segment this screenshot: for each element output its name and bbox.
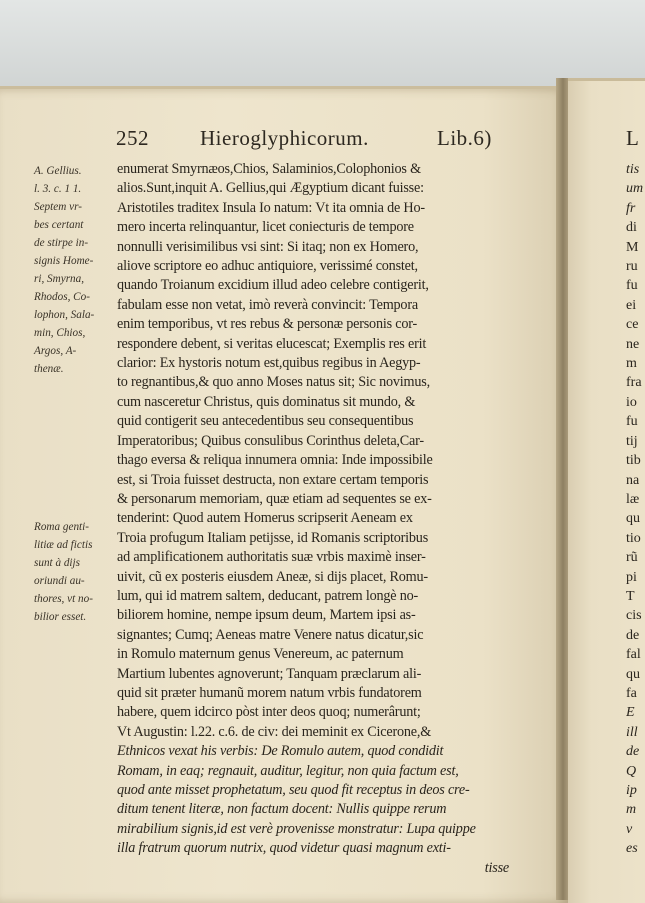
body-line: aliove scriptore eo adhuc antiquiore, verissimé constet, xyxy=(117,258,418,275)
body-line: tenderint: Quod autem Homerus scripserit Aeneam ex xyxy=(117,510,413,527)
right-page-fragment: T xyxy=(626,588,635,604)
right-page-fragment: tib xyxy=(626,453,641,469)
body-line: biliorem homine, nempe ipsum deum, Martem ipsi as- xyxy=(117,607,416,624)
right-page-fragment: fr xyxy=(626,200,636,216)
body-line: quod ante misset prophetatum, seu quod fit receptus in deos cre- xyxy=(117,782,470,798)
margin-note-roma xyxy=(34,518,116,626)
body-text xyxy=(117,160,509,878)
right-page-fragment: de xyxy=(626,627,640,643)
body-line: Romam, in eaq; regnauit, auditur, legitur, non quia factum est, xyxy=(117,762,459,779)
right-page-fragment: qu xyxy=(626,666,640,682)
body-line: clarior: Ex hystoris notum est,quibus regibus in Aegyp- xyxy=(117,355,421,372)
body-line: uivit, cũ ex posteris eiusdem Aneæ, si dijs placet, Romu- xyxy=(117,568,428,585)
right-page-fragment: io xyxy=(626,394,637,410)
margin-note-line: thores, vt no- xyxy=(34,593,93,605)
right-page-fragments xyxy=(626,160,645,859)
body-line: ad amplificationem authoritatis suæ vrbis maximè inser- xyxy=(117,549,426,566)
body-line: quid sit præter humanũ morem natum vrbis fundatorem xyxy=(117,684,422,701)
right-page-fragment: fa xyxy=(626,685,637,701)
body-line: signantes; Cumq; Aeneas matre Venere natus dicatur,sic xyxy=(117,626,424,643)
right-page-fragment: rũ xyxy=(626,550,638,566)
right-page-fragment: de xyxy=(626,744,640,760)
body-line: mirabilium signis,id est verè provenisse monstratur: Lupa quippe xyxy=(117,820,476,837)
right-page-head: L xyxy=(626,126,639,150)
body-line: Troia profugum Italiam petijsse, id Romanis scriptoribus xyxy=(117,529,429,546)
body-line: in Romulo maternum genus Venereum, ac paternum xyxy=(117,646,404,663)
right-page-fragment: fra xyxy=(626,375,642,391)
body-line: alios.Sunt,inquit A. Gellius,qui Ægyptium dicant fuisse: xyxy=(117,180,424,197)
body-line: lum, qui id matrem saltem, deducant, patrem longè no- xyxy=(117,587,419,604)
right-page-fragment: es xyxy=(626,841,638,857)
right-page-fragment: pi xyxy=(626,569,637,585)
margin-note-line: thenæ. xyxy=(34,363,64,375)
right-page-fragment: ne xyxy=(626,336,640,352)
margin-note-line: Rhodos, Co- xyxy=(34,291,90,303)
running-title: Hieroglyphicorum. xyxy=(200,126,369,150)
right-page-fragment: læ xyxy=(626,491,640,507)
margin-note-line: Roma genti- xyxy=(34,521,89,533)
body-line: tisse xyxy=(484,859,509,876)
right-page-fragment: qu xyxy=(626,511,640,527)
right-page-fragment: ip xyxy=(626,783,637,798)
margin-note-line: oriundi au- xyxy=(34,575,85,587)
right-page-fragment: fu xyxy=(626,278,638,294)
body-line: illa fratrum quorum nutrix, quod videtur quasi magnum exti- xyxy=(117,840,451,857)
right-page-fragment: cis xyxy=(626,608,642,624)
right-page-fragment: Q xyxy=(626,763,637,779)
body-line: quid contigerit seu antecedentibus seu consequentibus xyxy=(117,413,414,430)
body-line: cum nasceretur Christus, quis dominatus sit mundo, & xyxy=(117,393,416,410)
right-page-fragment: ill xyxy=(626,724,638,740)
margin-note-line: sunt à dijs xyxy=(34,557,81,569)
right-page-fragment: m xyxy=(626,802,637,818)
body-line: to regnantibus,& quo anno Moses natus sit; Sic novimus, xyxy=(117,374,430,391)
right-page-fragment: di xyxy=(626,220,637,236)
margin-note-line: bilior esset. xyxy=(34,611,87,623)
right-page-fragment: ce xyxy=(626,317,639,333)
body-line: & personarum memoriam, quæ etiam ad sequentes se ex- xyxy=(117,490,432,507)
body-line: Ethnicos vexat his verbis: De Romulo autem, quod condidit xyxy=(117,743,444,760)
margin-note-line: A. Gellius. xyxy=(34,165,82,177)
right-page-fragment: M xyxy=(626,239,639,255)
book-label: Lib.6) xyxy=(437,126,492,150)
body-line: Martium lubentes agnoverunt; Tanquam præclarum ali- xyxy=(117,665,422,682)
right-page-fragment: ru xyxy=(626,259,638,275)
body-line: fabulam esse non vetat, imò reverà convincit: Tempora xyxy=(117,296,418,313)
margin-note-line: bes certant xyxy=(34,219,84,231)
margin-note-gellius xyxy=(34,162,116,378)
right-page-fragment: fu xyxy=(626,414,638,430)
right-page-fragment: v xyxy=(626,821,633,837)
right-page-fragment: tis xyxy=(626,162,640,177)
body-line: ditum tenent literæ, non factum docent: Nullis quippe rerum xyxy=(117,801,447,818)
margin-note-line: lophon, Sala- xyxy=(34,309,95,321)
margin-note-line: de stirpe in- xyxy=(34,237,89,249)
body-line: Imperatoribus; Quibus consulibus Corinthus deleta,Car- xyxy=(117,432,424,449)
body-line: respondere debent, si veritas elucescat; Exemplis res erit xyxy=(117,335,427,352)
margin-note-line: Argos, A- xyxy=(34,345,77,357)
right-page-fragment: ei xyxy=(626,297,637,313)
body-line: nonnulli verisimilibus vsi sint: Si itaq; non ex Homero, xyxy=(117,238,419,255)
right-page-fragment: na xyxy=(626,472,640,488)
body-line: Vt Augustin: l.22. c.6. de civ: dei meminit ex Cicerone,& xyxy=(117,723,432,740)
body-line: enumerat Smyrnæos,Chios, Salaminios,Colophonios & xyxy=(117,161,421,177)
margin-note-line: litiæ ad fictis xyxy=(34,539,93,551)
body-line: Aristotiles traditex Insula Io natum: Vt ita omnia de Ho- xyxy=(117,199,425,216)
margin-note-line: min, Chios, xyxy=(34,327,86,339)
margin-note-line: ri, Smyrna, xyxy=(34,273,85,285)
right-page-fragment: m xyxy=(626,356,637,372)
margin-note-line: l. 3. c. 1 1. xyxy=(34,183,82,195)
margin-note-line: Septem vr- xyxy=(34,201,82,213)
right-page-fragment: tio xyxy=(626,530,641,546)
margin-note-line: signis Home- xyxy=(34,255,94,267)
body-line: thago eversa & reliqua innumera omnia: Inde impossibile xyxy=(117,452,433,469)
body-line: mero incerta relinquantur, licet coniecturis de tempore xyxy=(117,219,414,236)
right-page-fragment: tij xyxy=(626,433,638,449)
background-surface xyxy=(0,0,645,95)
body-line: est, si Troia fuisset destructa, non extare certam temporis xyxy=(117,471,429,488)
right-page-fragment: um xyxy=(626,181,644,197)
page-number: 252 xyxy=(116,126,149,150)
body-line: enim temporibus, vt res rebus & personæ personis cor- xyxy=(117,316,418,333)
body-line: habere, quem idcirco pòst inter deos quoq; numerârunt; xyxy=(117,704,421,721)
right-page-fragment: E xyxy=(626,705,635,721)
body-line: quando Troianum excidium illud adeo celebre contigerit, xyxy=(117,277,429,294)
right-page-fragment: fal xyxy=(626,647,641,663)
